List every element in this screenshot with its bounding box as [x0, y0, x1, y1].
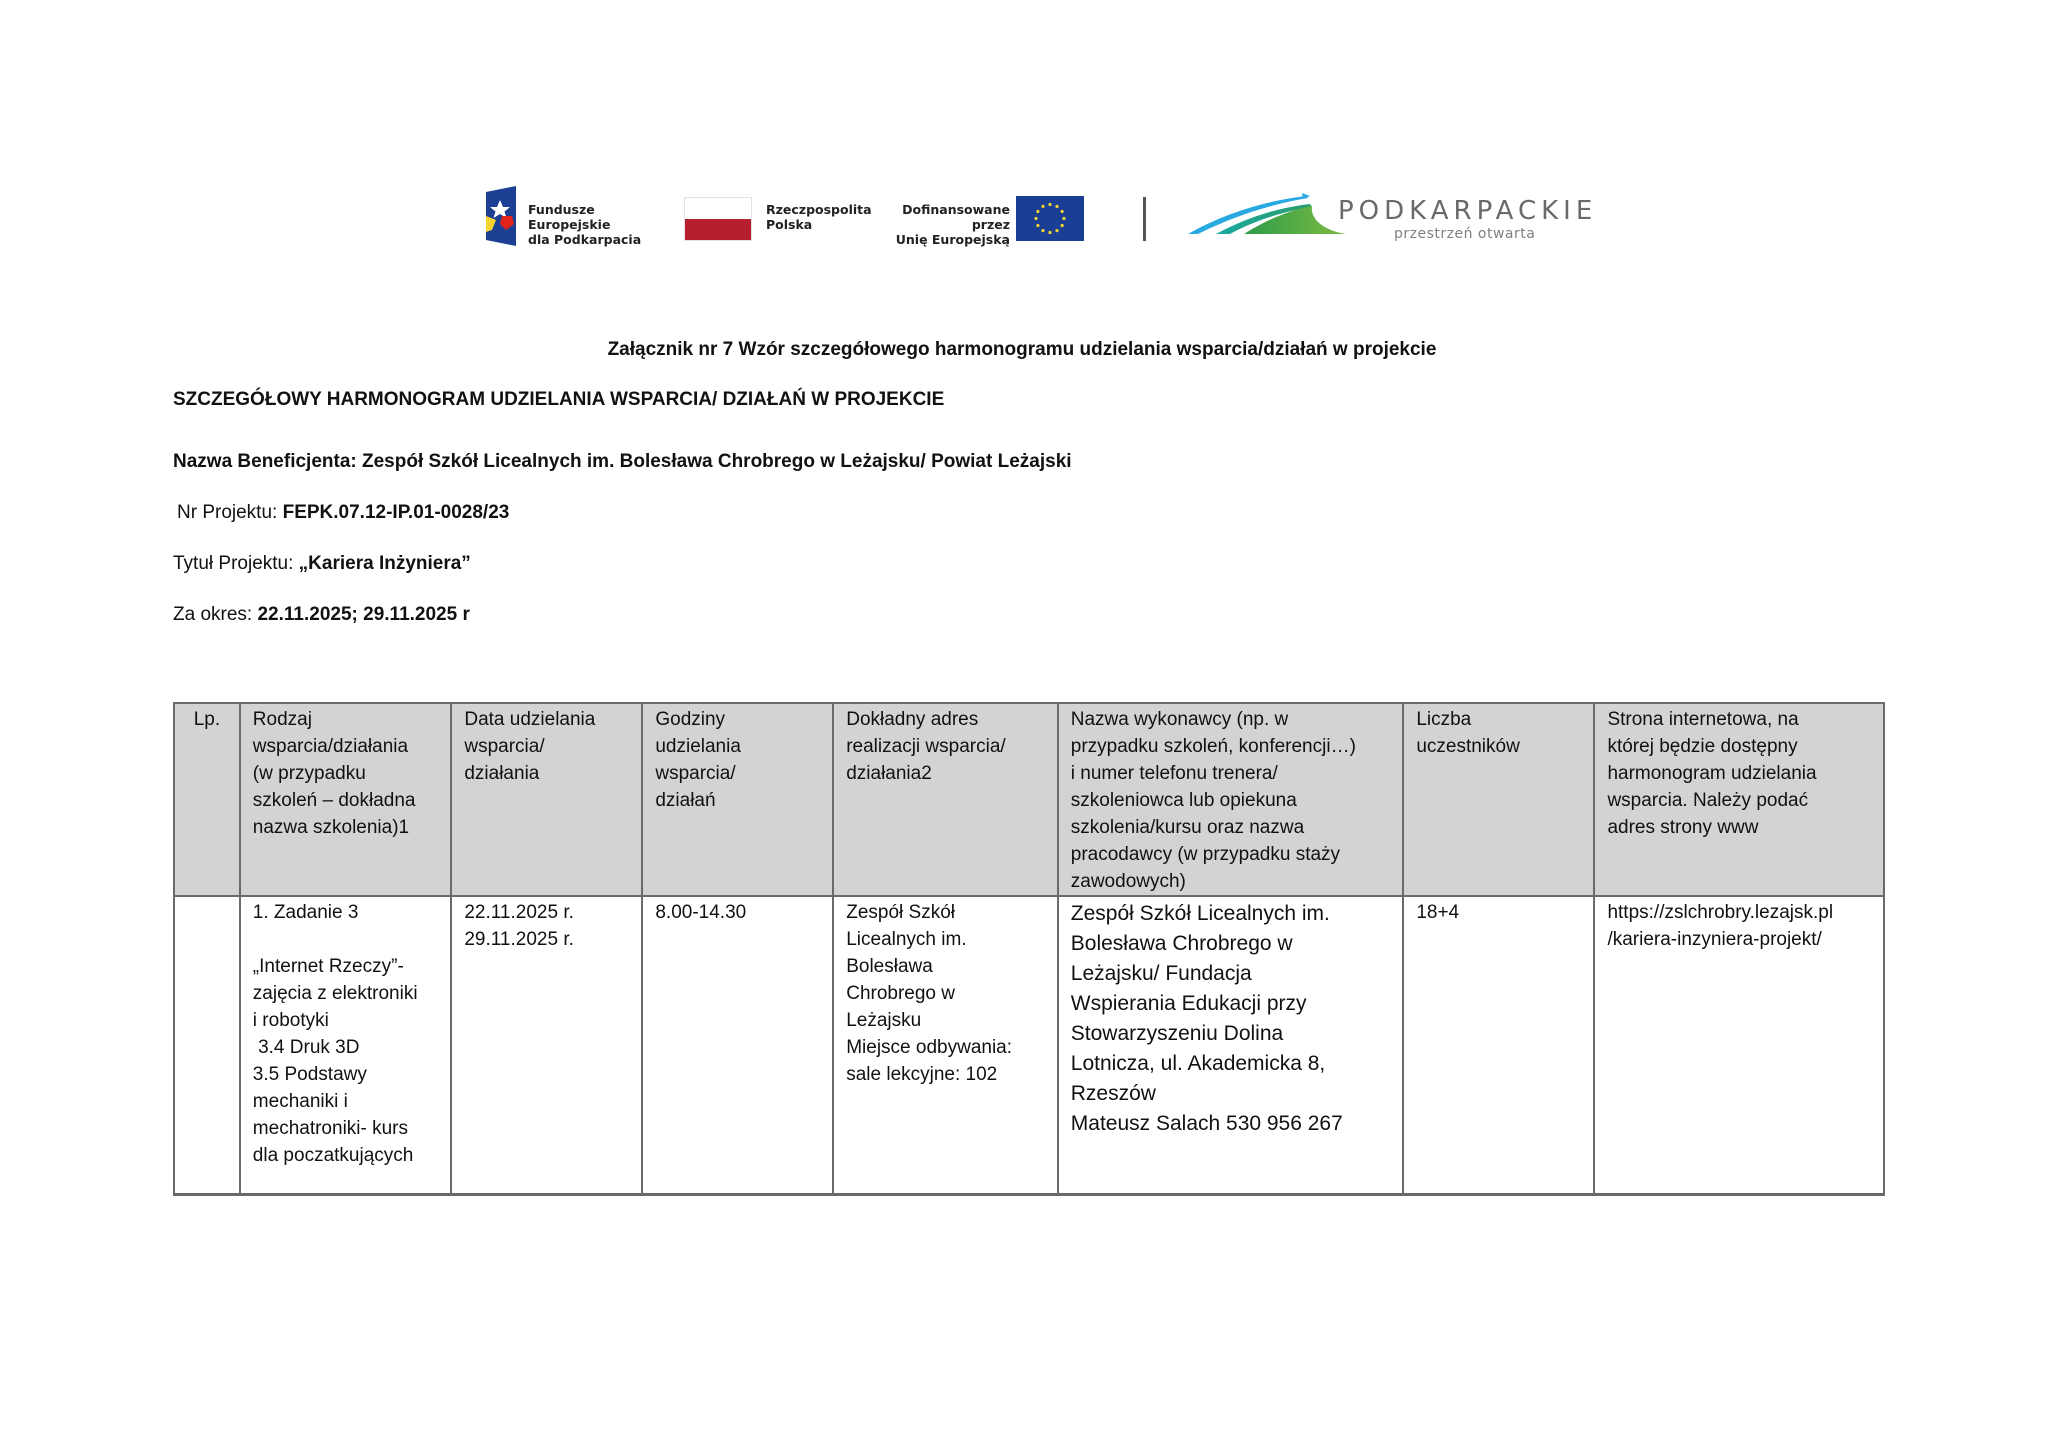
header-contractor — [1058, 703, 1404, 896]
eu-star-icon — [1062, 217, 1065, 220]
cell-line: przypadku szkoleń, konferencji…) — [1070, 736, 1356, 757]
cell-line: mechaniki i — [252, 1091, 348, 1112]
podkarpackie-subtitle: przestrzeń otwarta — [1394, 226, 1536, 242]
beneficiary-value: Zespół Szkół Licealnych im. Bolesława Chrobrego w Leżajsku/ Powiat Leżajski — [362, 451, 1072, 472]
cell-line: działania2 — [846, 763, 932, 784]
fe-flag-icon — [486, 186, 516, 246]
eu-star-icon — [1036, 210, 1039, 213]
cell-line: szkolenia/kursu oraz nazwa — [1070, 817, 1305, 838]
eu-star-icon — [1055, 229, 1058, 232]
cell-line: Mateusz Salach 530 956 267 — [1070, 1112, 1343, 1135]
project-title-label: Tytuł Projektu: — [173, 553, 299, 574]
header-lp — [174, 703, 240, 896]
cell-line: szkoleń – dokładna — [252, 790, 416, 811]
eu-star-icon — [1061, 210, 1064, 213]
cell-line: i robotyki — [252, 1010, 329, 1031]
cell-line: Stowarzyszeniu Dolina — [1070, 1022, 1284, 1045]
fe-logo-text — [528, 202, 666, 247]
header-website — [1594, 703, 1884, 896]
cell-line: 1. Zadanie 3 — [252, 902, 359, 923]
period-label: Za okres: — [173, 604, 258, 625]
cell-line: 3.5 Podstawy — [252, 1064, 367, 1085]
project-number-label: Nr Projektu: — [177, 502, 283, 523]
header-support-date — [451, 703, 642, 896]
cell-line: wsparcia. Należy podać — [1607, 790, 1809, 811]
annex-title-text: Załącznik nr 7 Wzór szczegółowego harmonogramu udzielania wsparcia/działań w projekcie — [607, 339, 1437, 360]
eu-line-1: Dofinansowane przez — [902, 202, 1015, 232]
cell-line: działań — [655, 790, 716, 811]
eu-star-icon — [1055, 205, 1058, 208]
cell-line: zawodowych) — [1070, 871, 1186, 892]
cell-line: Dokładny adres — [846, 709, 979, 730]
cell-line: 8.00-14.30 — [655, 902, 747, 923]
eu-star-icon — [1061, 224, 1064, 227]
cell-participants — [1403, 896, 1594, 1195]
header-address — [833, 703, 1058, 896]
eu-star-icon — [1034, 217, 1037, 220]
pl-line-1: Rzeczpospolita — [766, 202, 872, 217]
cell-line: Nazwa wykonawcy (np. w — [1070, 709, 1289, 730]
cell-line: 18+4 — [1416, 902, 1460, 923]
cell-line: Strona internetowa, na — [1607, 709, 1799, 730]
cell-line: Leżajsku/ Fundacja — [1070, 962, 1252, 985]
pl-logo-text — [766, 202, 872, 232]
eu-flag-icon — [1016, 196, 1084, 241]
cell-line: 22.11.2025 r. — [464, 902, 574, 923]
table-row — [174, 896, 1884, 1195]
beneficiary-label: Nazwa Beneficjenta: — [173, 451, 362, 472]
podkarpackie-hills-icon — [1186, 192, 1356, 238]
cell-line: https://zslchrobry.lezajsk.pl — [1607, 902, 1834, 923]
cell-line: pracodawcy (w przypadku staży — [1070, 844, 1341, 865]
eu-line-2: Unię Europejską — [895, 232, 1010, 247]
rzeczpospolita-polska-logo — [684, 186, 884, 248]
cell-line: Bolesława — [846, 956, 933, 977]
cell-line: Miejsce odbywania: — [846, 1037, 1013, 1058]
cell-line: Liczba — [1416, 709, 1472, 730]
podkarpackie-logo — [1186, 186, 1598, 248]
header-support-type — [240, 703, 452, 896]
cell-line: wsparcia/ — [464, 736, 545, 757]
cell-line: Rzeszów — [1070, 1082, 1156, 1105]
cell-line: Data udzielania — [464, 709, 596, 730]
project-number-line — [177, 502, 509, 524]
cell-line: „Internet Rzeczy”- — [252, 956, 404, 977]
eu-star-icon — [1041, 205, 1044, 208]
project-title-line — [173, 553, 471, 575]
cell-line: Licealnych im. — [846, 929, 967, 950]
cell-line: Rodzaj — [252, 709, 312, 730]
cell-line: której będzie dostępny — [1607, 736, 1798, 757]
cell-lp — [174, 896, 240, 1195]
cell-support-type — [240, 896, 452, 1195]
cell-support-hours — [642, 896, 833, 1195]
schedule-heading: SZCZEGÓŁOWY HARMONOGRAM UDZIELANIA WSPARCIA/ DZIAŁAŃ W PROJEKCIE — [173, 389, 945, 410]
cell-line: działania — [464, 763, 540, 784]
cell-address — [833, 896, 1058, 1195]
cell-support-date — [451, 896, 642, 1195]
cell-website — [1594, 896, 1884, 1195]
eu-star-icon — [1048, 203, 1051, 206]
cell-line: (w przypadku — [252, 763, 366, 784]
header-support-hours — [642, 703, 833, 896]
cell-line: Leżajsku — [846, 1010, 922, 1031]
cell-line: dla poczatkujących — [252, 1145, 414, 1166]
eu-cofunding-logo — [886, 186, 1106, 248]
podkarpackie-title: PODKARPACKIE — [1338, 196, 1598, 226]
header-participants — [1403, 703, 1594, 896]
period-line — [173, 604, 470, 626]
cell-line: szkoleniowca lub opiekuna — [1070, 790, 1297, 811]
cell-line: 29.11.2025 r. — [464, 929, 574, 950]
polish-flag-icon — [684, 197, 752, 241]
cell-line: 3.4 Druk 3D — [252, 1037, 360, 1058]
cell-line — [253, 926, 439, 953]
cell-line: realizacji wsparcia/ — [846, 736, 1006, 757]
cell-contractor — [1058, 896, 1404, 1195]
cell-line: Godziny — [655, 709, 726, 730]
cell-line: wsparcia/ — [655, 763, 736, 784]
beneficiary-line — [173, 451, 1072, 473]
period-value: 22.11.2025; 29.11.2025 r — [257, 604, 470, 625]
eu-star-icon — [1048, 231, 1051, 234]
table-header-row — [174, 703, 1884, 896]
cell-line: wsparcia/działania — [252, 736, 409, 757]
logo-strip — [486, 186, 1598, 248]
eu-logo-text — [886, 202, 1015, 247]
cell-line: Zespół Szkół — [846, 902, 955, 923]
cell-line: zajęcia z elektroniki — [252, 983, 418, 1004]
eu-star-icon — [1036, 224, 1039, 227]
cell-line: harmonogram udzielania — [1607, 763, 1817, 784]
cell-line: Lp. — [193, 709, 221, 730]
cell-line: /kariera-inzyniera-projekt/ — [1607, 929, 1822, 950]
annex-title — [0, 339, 2048, 361]
cell-line: i numer telefonu trenera/ — [1070, 763, 1278, 784]
fe-line-2: dla Podkarpacia — [528, 232, 642, 247]
fe-line-1: Fundusze Europejskie — [528, 202, 611, 232]
cell-line: Wspierania Edukacji przy — [1070, 992, 1307, 1015]
cell-line: uczestników — [1416, 736, 1520, 757]
fundusze-europejskie-logo — [486, 186, 666, 248]
cell-line: nazwa szkolenia)1 — [252, 817, 410, 838]
cell-line: sale lekcyjne: 102 — [846, 1064, 998, 1085]
pl-line-2: Polska — [766, 217, 813, 232]
project-title-value: „Kariera Inżyniera” — [298, 553, 471, 574]
project-number-value: FEPK.07.12-IP.01-0028/23 — [282, 502, 510, 523]
cell-line: Bolesława Chrobrego w — [1070, 932, 1293, 955]
eu-star-icon — [1041, 229, 1044, 232]
cell-line: udzielania — [655, 736, 741, 757]
cell-line: adres strony www — [1607, 817, 1759, 838]
cell-line: Zespół Szkół Licealnych im. — [1070, 902, 1330, 925]
cell-line: Lotnicza, ul. Akademicka 8, — [1070, 1052, 1326, 1075]
logo-divider — [1143, 197, 1146, 241]
cell-line: Chrobrego w — [846, 983, 955, 1004]
schedule-table — [173, 702, 1885, 1196]
cell-line: mechatroniki- kurs — [252, 1118, 409, 1139]
